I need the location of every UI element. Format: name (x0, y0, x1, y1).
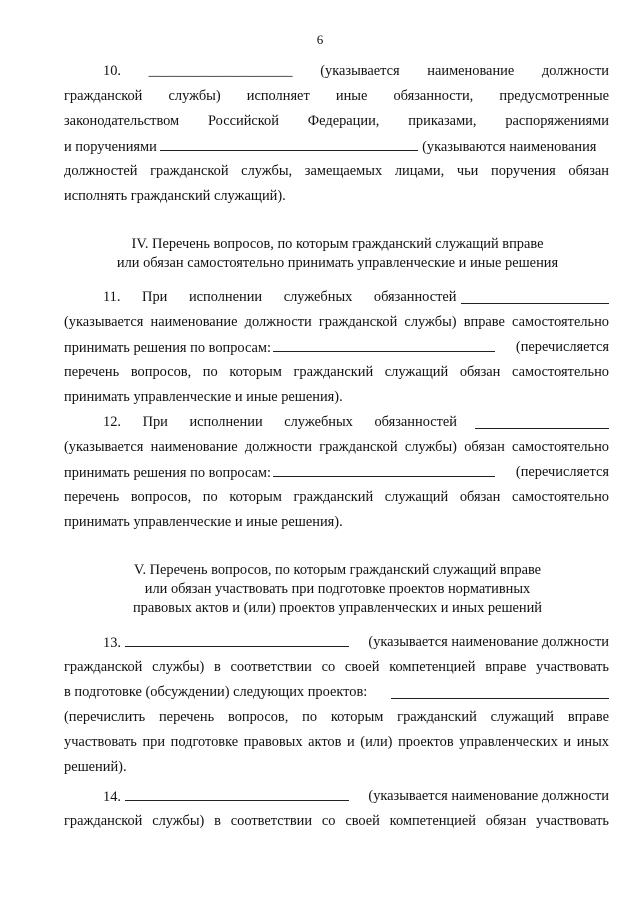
item14-line1: 14. (указывается наименование должности (103, 788, 609, 805)
section4-heading-line1: IV. Перечень вопросов, по которым гражданский служащий вправе (131, 236, 544, 252)
item10-line5: должностей гражданской службы, замещаемых лицами, чьи поручения обязан (64, 163, 609, 179)
section5-heading-line1: V. Перечень вопросов, по которым гражданский служащий вправе (133, 562, 542, 578)
item13-line6: решений). (64, 759, 127, 775)
item10-line6: исполнять гражданский служащий). (64, 188, 286, 204)
item11-line2: (указывается наименование должности гражданской службы) вправе самостоятельно (64, 314, 609, 330)
item10-line3: законодательством Российской Федерации, приказами, распоряжениями (64, 113, 609, 129)
page-number: 6 (316, 32, 324, 47)
item12-line3: принимать решения по вопросам: (перечисляется (64, 464, 609, 481)
item12-line1: 12. При исполнении служебных обязанностей (103, 413, 609, 431)
item11-line3: принимать решения по вопросам: (перечисляется (64, 339, 609, 356)
blank-line (391, 685, 609, 699)
item13-line4: (перечислить перечень вопросов, по которым гражданский служащий вправе (64, 709, 609, 725)
section5-heading-line3: правовых актов и (или) проектов управленческих и иных решений (132, 600, 543, 616)
blank-line (160, 137, 418, 151)
item11-line4: перечень вопросов, по которым гражданский служащий обязан самостоятельно (64, 364, 609, 380)
item11-line5: принимать управленческие и иные решения). (64, 389, 343, 405)
blank-line (273, 338, 495, 352)
section4-heading-line2: или обязан самостоятельно принимать управленческие и иные решения (116, 255, 559, 271)
item14-line2: гражданской службы) в соответствии со своей компетенцией обязан участвовать (64, 813, 609, 829)
item10-line2: гражданской службы) исполняет иные обязанности, предусмотренные (64, 88, 609, 104)
blank-line (125, 787, 349, 801)
item13-line1: 13. (указывается наименование должности (103, 634, 609, 651)
blank-line (125, 633, 349, 647)
item10-line1: 10. ____________________ (указывается наименование должности (103, 63, 609, 79)
blank-line (273, 463, 495, 477)
item11-line1: 11. При исполнении служебных обязанностей (103, 288, 609, 306)
blank-line (461, 290, 609, 304)
item13-line3: в подготовке (обсуждении) следующих проектов: (64, 683, 609, 701)
item13-line2: гражданской службы) в соответствии со своей компетенцией вправе участвовать (64, 659, 609, 675)
item12-line2: (указывается наименование должности гражданской службы) обязан самостоятельно (64, 439, 609, 455)
item12-line5: принимать управленческие и иные решения). (64, 514, 343, 530)
item10-line4: и поручениями (указываются наименования (64, 139, 597, 155)
item13-line5: участвовать при подготовке правовых актов и (или) проектов управленческих и иных (64, 734, 609, 750)
blank-line (475, 415, 609, 429)
item12-line4: перечень вопросов, по которым гражданский служащий обязан самостоятельно (64, 489, 609, 505)
section5-heading-line2: или обязан участвовать при подготовке проектов нормативных (144, 581, 531, 597)
